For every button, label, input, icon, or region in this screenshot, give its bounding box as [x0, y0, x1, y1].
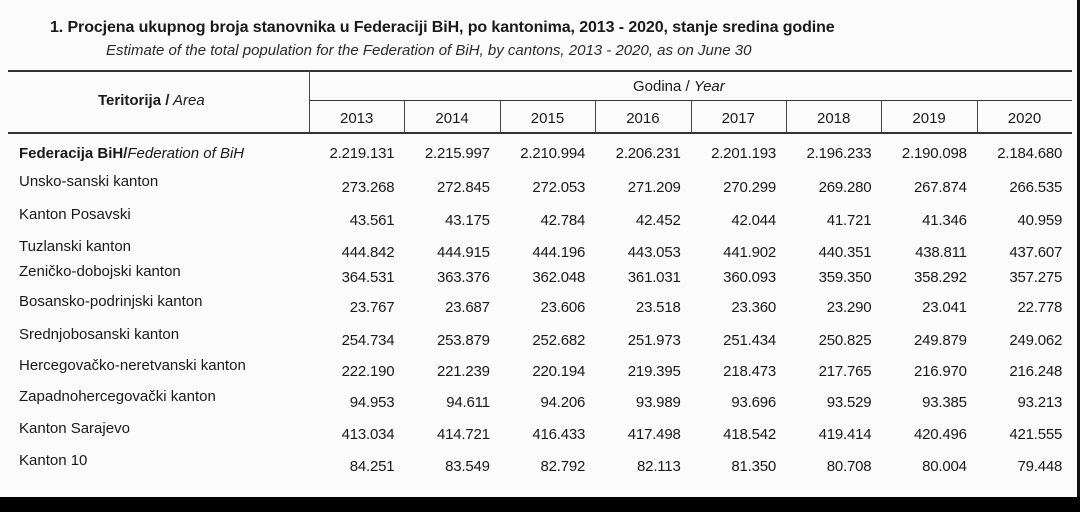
row-label-bs: Kanton Posavski	[19, 206, 131, 223]
table-cell: 220.194	[532, 363, 586, 380]
table-cell: 270.299	[723, 179, 776, 196]
table-cell: 22.778	[1017, 299, 1063, 316]
row-label-bs: Kanton 10	[19, 452, 88, 469]
table-cell: 23.687	[445, 299, 490, 316]
table-cell: 444.842	[341, 244, 395, 261]
table-cell: 272.053	[532, 179, 586, 196]
row-label	[19, 388, 216, 405]
row-label	[19, 326, 179, 343]
area-column-header	[98, 92, 205, 109]
table-cell: 79.448	[1017, 458, 1063, 475]
year-header-bs: Godina /	[633, 78, 690, 95]
table-cell: 360.093	[723, 269, 776, 286]
table-cell: 252.682	[532, 332, 586, 349]
table-cell: 80.708	[826, 458, 872, 475]
table-cell: 419.414	[818, 426, 872, 443]
table-cell: 417.498	[627, 426, 681, 443]
table-cell: 216.248	[1009, 363, 1063, 380]
table-cell: 444.915	[436, 244, 490, 261]
row-label	[19, 420, 130, 437]
table-cell: 443.053	[627, 244, 681, 261]
table-cell: 414.721	[436, 426, 490, 443]
row-label	[19, 173, 158, 190]
table-cell: 221.239	[436, 363, 490, 380]
table-cell: 2.184.680	[997, 145, 1063, 162]
year-header-2013: 2013	[340, 110, 374, 127]
table-cell: 267.874	[913, 179, 967, 196]
table-cell: 43.175	[445, 212, 490, 229]
table-cell: 441.902	[723, 244, 776, 261]
table-cell: 222.190	[341, 363, 395, 380]
table-cell: 253.879	[436, 332, 490, 349]
table-cell: 421.555	[1009, 426, 1063, 443]
table-cell: 251.973	[627, 332, 681, 349]
table-cell: 361.031	[627, 269, 681, 286]
row-label	[19, 145, 244, 162]
table-cell: 357.275	[1009, 269, 1063, 286]
table-cell: 437.607	[1009, 244, 1063, 261]
row-label-bs: Bosansko-podrinjski kanton	[19, 293, 203, 310]
table-cell: 93.989	[635, 394, 681, 411]
table-cell: 249.062	[1009, 332, 1063, 349]
row-label-bs: Zeničko-dobojski kanton	[19, 263, 181, 280]
table-cell: 2.206.231	[615, 145, 681, 162]
row-label-bs: Hercegovačko-neretvanski kanton	[19, 357, 246, 374]
table-cell: 216.970	[913, 363, 967, 380]
area-header-en: Area	[169, 92, 205, 109]
year-header-2015: 2015	[530, 110, 565, 127]
table-cell: 359.350	[818, 269, 872, 286]
year-header-2018: 2018	[817, 110, 851, 127]
table-cell: 93.213	[1017, 394, 1063, 411]
row-label	[19, 293, 202, 310]
table-cell: 23.360	[731, 299, 776, 316]
row-label	[19, 206, 131, 223]
row-label	[19, 238, 131, 255]
table-cell: 218.473	[723, 363, 776, 380]
table-cell: 420.496	[913, 426, 967, 443]
year-column-divider	[691, 101, 692, 133]
year-column-divider	[404, 101, 405, 133]
year-group-header	[633, 78, 725, 95]
row-label-bs: Srednjobosanski kanton	[19, 326, 180, 343]
table-cell: 2.201.193	[711, 145, 776, 162]
table-cell: 219.395	[627, 363, 681, 380]
table-cell: 2.215.997	[424, 145, 490, 162]
year-header-en: Year	[693, 78, 725, 95]
year-header-2014: 2014	[435, 110, 469, 127]
year-header-2017: 2017	[721, 110, 755, 127]
table-cell: 438.811	[915, 244, 967, 261]
table-cell: 93.529	[826, 394, 872, 411]
row-label-bs: Unsko-sanski kanton	[19, 173, 159, 190]
table-cell: 42.452	[635, 212, 681, 229]
table-cell: 94.953	[349, 394, 395, 411]
table-title: 1. Procjena ukupnog broja stanovnika u Federaciji BiH, po kantonima, 2013 - 2020, stanje sredina godine	[50, 19, 835, 36]
table-cell: 250.825	[818, 332, 872, 349]
row-label-bs: Federacija BiH/	[19, 145, 128, 162]
table-cell: 42.044	[731, 212, 776, 229]
table-cell: 2.219.131	[329, 145, 395, 162]
row-label-bs: Zapadnohercegovački kanton	[19, 388, 216, 405]
table-cell: 249.879	[913, 332, 967, 349]
table-cell: 23.606	[540, 299, 586, 316]
row-label	[19, 452, 87, 469]
table-cell: 269.280	[818, 179, 872, 196]
table-cell: 93.696	[731, 394, 776, 411]
table-cell: 41.721	[826, 212, 872, 229]
table-cell: 23.041	[922, 299, 967, 316]
table-cell: 364.531	[341, 269, 395, 286]
table-cell: 272.845	[436, 179, 490, 196]
table-cell: 273.268	[341, 179, 395, 196]
table-cell: 80.004	[922, 458, 967, 475]
top-rule	[8, 70, 1072, 72]
table-cell: 2.196.233	[806, 145, 872, 162]
table-cell: 94.206	[540, 394, 586, 411]
year-column-divider	[786, 101, 787, 133]
table-subtitle: Estimate of the total population for the Federation of BiH, by cantons, 2013 - 2020, as on June 30	[106, 42, 752, 59]
year-header-2016: 2016	[626, 110, 660, 127]
table-cell: 23.290	[826, 299, 872, 316]
year-column-divider	[881, 101, 882, 133]
table-cell: 362.048	[532, 269, 586, 286]
table-cell: 2.210.994	[520, 145, 586, 162]
table-cell: 444.196	[532, 244, 586, 261]
table-cell: 254.734	[341, 332, 395, 349]
row-label	[19, 263, 181, 280]
year-header-2019: 2019	[912, 110, 946, 127]
table-cell: 42.784	[540, 212, 586, 229]
table-cell: 82.792	[540, 458, 586, 475]
table-cell: 23.767	[349, 299, 395, 316]
area-header-bs: Teritorija /	[98, 92, 170, 109]
year-header-2020: 2020	[1007, 110, 1042, 127]
table-cell: 217.765	[818, 363, 872, 380]
row-label-bs: Kanton Sarajevo	[19, 420, 130, 437]
table-cell: 41.346	[922, 212, 967, 229]
table-cell: 416.433	[532, 426, 586, 443]
table-cell: 251.434	[723, 332, 776, 349]
table-cell: 266.535	[1009, 179, 1063, 196]
table-cell: 82.113	[637, 458, 681, 475]
row-label-en: Federation of BiH	[127, 145, 245, 162]
table-cell: 23.518	[635, 299, 681, 316]
table-cell: 81.350	[731, 458, 776, 475]
table-cell: 2.190.098	[901, 145, 967, 162]
table-cell: 271.209	[627, 179, 681, 196]
table-cell: 440.351	[818, 244, 872, 261]
header-bottom-rule	[8, 132, 1072, 134]
year-column-divider	[977, 101, 978, 133]
table-cell: 84.251	[349, 458, 395, 475]
table-cell: 40.959	[1017, 212, 1063, 229]
table-cell: 43.561	[349, 212, 395, 229]
row-label	[19, 357, 246, 374]
table-cell: 83.549	[445, 458, 490, 475]
row-label-bs: Tuzlanski kanton	[19, 238, 132, 255]
year-column-divider	[500, 101, 501, 133]
table-cell: 93.385	[922, 394, 967, 411]
table-cell: 94.611	[446, 394, 490, 411]
table-cell: 363.376	[436, 269, 490, 286]
table-cell: 418.542	[723, 426, 776, 443]
year-column-divider	[595, 101, 596, 133]
table-cell: 413.034	[341, 426, 395, 443]
table-cell: 358.292	[913, 269, 967, 286]
